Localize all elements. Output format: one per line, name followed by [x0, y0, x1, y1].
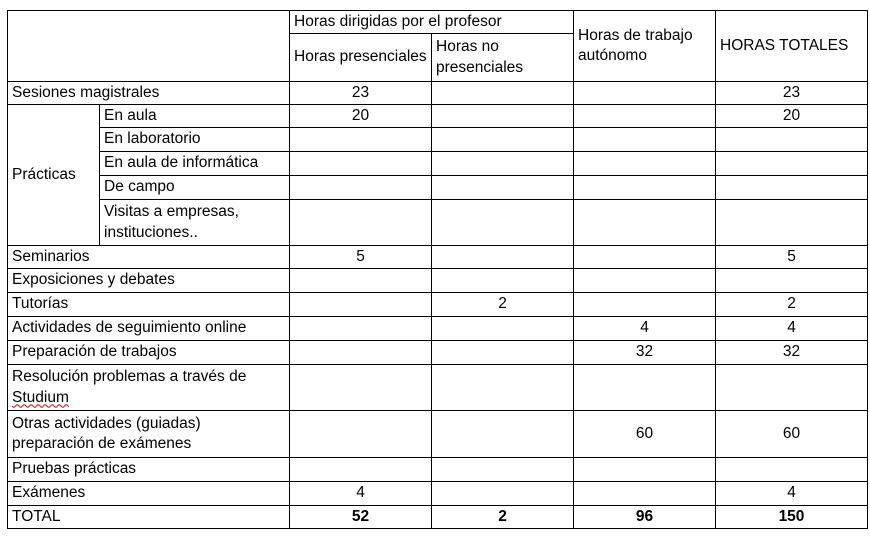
- cell-totales: [716, 269, 868, 293]
- cell-autonomo: [574, 482, 716, 506]
- row-label: Tutorías: [8, 293, 290, 317]
- cell-presenciales: [290, 317, 432, 341]
- header-no-presenciales: Horas no presenciales: [432, 34, 574, 82]
- cell-no-presenciales: [432, 200, 574, 246]
- cell-autonomo: [574, 152, 716, 176]
- table-row: [8, 82, 868, 105]
- cell-totales: [716, 152, 868, 176]
- cell-presenciales: [290, 458, 432, 482]
- cell-autonomo: 60: [574, 411, 716, 458]
- cell-no-presenciales: [432, 82, 574, 105]
- cell-presenciales: [290, 411, 432, 458]
- cell-no-presenciales: [432, 269, 574, 293]
- total-autonomo: 96: [574, 506, 716, 529]
- header-totales: HORAS TOTALES: [716, 11, 868, 82]
- header-empty-cell: [8, 11, 290, 82]
- row-label: En aula de informática: [100, 152, 290, 176]
- cell-presenciales: 23: [290, 82, 432, 105]
- hours-table: [7, 10, 868, 529]
- cell-no-presenciales: [432, 317, 574, 341]
- row-label: Visitas a empresas, instituciones..: [100, 200, 290, 246]
- cell-no-presenciales: [432, 458, 574, 482]
- cell-no-presenciales: [432, 365, 574, 411]
- table-row: [8, 411, 868, 458]
- cell-presenciales: [290, 341, 432, 365]
- header-presenciales: Horas presenciales: [290, 34, 432, 82]
- table-row: [8, 458, 868, 482]
- cell-autonomo: [574, 458, 716, 482]
- cell-presenciales: [290, 269, 432, 293]
- cell-totales: [716, 458, 868, 482]
- table-row: [8, 200, 868, 246]
- row-label-line-1: Otras actividades (guiadas): [12, 414, 201, 432]
- cell-no-presenciales: [432, 411, 574, 458]
- cell-autonomo: [574, 246, 716, 269]
- table-row: [8, 176, 868, 200]
- cell-totales: [716, 200, 868, 246]
- cell-totales: [716, 128, 868, 152]
- total-totales: 150: [716, 506, 868, 529]
- cell-presenciales: [290, 128, 432, 152]
- table-row: [8, 317, 868, 341]
- cell-totales: 60: [716, 411, 868, 458]
- row-label: Seminarios: [8, 246, 290, 269]
- table-row: [8, 246, 868, 269]
- cell-totales: 5: [716, 246, 868, 269]
- table-row: [8, 482, 868, 506]
- cell-totales: 32: [716, 341, 868, 365]
- cell-no-presenciales: [432, 176, 574, 200]
- cell-autonomo: [574, 365, 716, 411]
- header-autonomo: Horas de trabajo autónomo: [574, 11, 716, 82]
- row-label: En laboratorio: [100, 128, 290, 152]
- cell-no-presenciales: [432, 152, 574, 176]
- cell-presenciales: 4: [290, 482, 432, 506]
- cell-autonomo: 4: [574, 317, 716, 341]
- total-label: TOTAL: [8, 506, 290, 529]
- row-label: De campo: [100, 176, 290, 200]
- header-row-1: [8, 11, 868, 34]
- row-label-line-1: Resolución problemas a través de: [12, 368, 247, 386]
- row-label: Sesiones magistrales: [8, 82, 290, 105]
- cell-presenciales: [290, 152, 432, 176]
- cell-no-presenciales: 2: [432, 293, 574, 317]
- cell-autonomo: [574, 176, 716, 200]
- cell-totales: [716, 365, 868, 411]
- cell-autonomo: [574, 105, 716, 128]
- cell-no-presenciales: [432, 128, 574, 152]
- cell-totales: 2: [716, 293, 868, 317]
- cell-presenciales: [290, 293, 432, 317]
- cell-autonomo: [574, 200, 716, 246]
- row-label: Exámenes: [8, 482, 290, 506]
- cell-autonomo: [574, 293, 716, 317]
- cell-totales: 4: [716, 317, 868, 341]
- row-label: Preparación de trabajos: [8, 341, 290, 365]
- cell-totales: 4: [716, 482, 868, 506]
- cell-presenciales: [290, 200, 432, 246]
- row-label: En aula: [100, 105, 290, 128]
- table-row: [8, 293, 868, 317]
- table-row: [8, 128, 868, 152]
- total-row: [8, 506, 868, 529]
- cell-presenciales: [290, 176, 432, 200]
- cell-autonomo: [574, 128, 716, 152]
- cell-totales: 23: [716, 82, 868, 105]
- cell-no-presenciales: [432, 246, 574, 269]
- row-label: [8, 365, 290, 411]
- cell-no-presenciales: [432, 105, 574, 128]
- practicas-label: Prácticas: [8, 105, 100, 246]
- cell-autonomo: [574, 82, 716, 105]
- total-presenciales: 52: [290, 506, 432, 529]
- studium-text: Studium: [12, 388, 69, 406]
- cell-autonomo: [574, 269, 716, 293]
- row-label: Exposiciones y debates: [8, 269, 290, 293]
- table-row: [8, 341, 868, 365]
- cell-presenciales: 5: [290, 246, 432, 269]
- row-label: Actividades de seguimiento online: [8, 317, 290, 341]
- cell-autonomo: 32: [574, 341, 716, 365]
- row-label: [8, 411, 290, 458]
- cell-no-presenciales: [432, 341, 574, 365]
- row-label: Pruebas prácticas: [8, 458, 290, 482]
- header-group: Horas dirigidas por el profesor: [290, 11, 574, 34]
- cell-totales: [716, 176, 868, 200]
- table-row: [8, 269, 868, 293]
- cell-no-presenciales: [432, 482, 574, 506]
- cell-presenciales: 20: [290, 105, 432, 128]
- cell-totales: 20: [716, 105, 868, 128]
- cell-presenciales: [290, 365, 432, 411]
- table-row: [8, 152, 868, 176]
- total-no-presenciales: 2: [432, 506, 574, 529]
- table-row: [8, 105, 868, 128]
- row-label-line-2: [12, 388, 285, 408]
- row-label-line-2: preparación de exámenes: [12, 435, 192, 452]
- table-row: [8, 365, 868, 411]
